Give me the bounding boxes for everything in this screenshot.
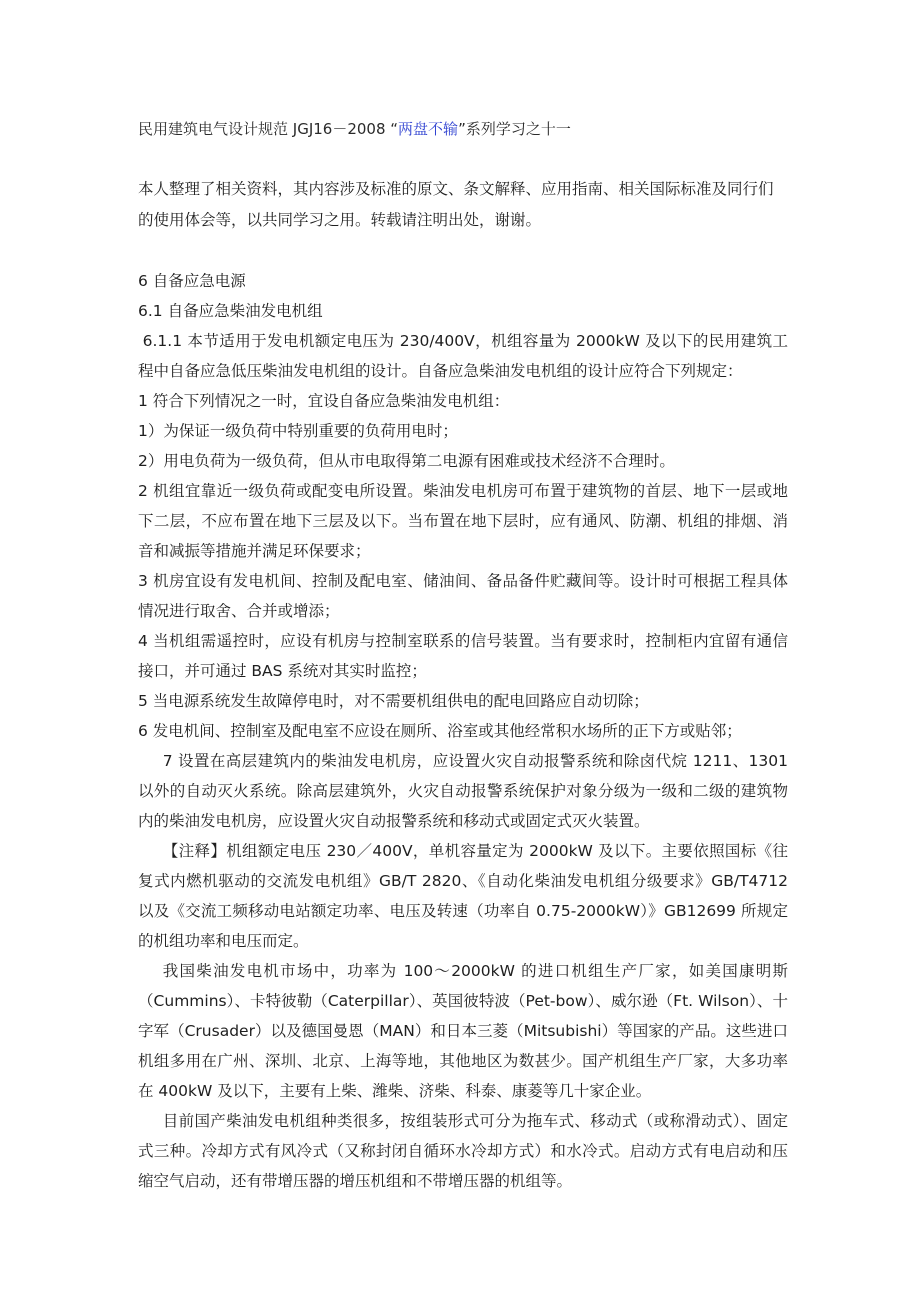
clause-6-1-1: 6.1.1 本节适用于发电机额定电压为 230/400V，机组容量为 2000kW 及以下的民用建筑工程中自备应急低压柴油发电机组的设计。自备应急柴油发电机组的设计应符合下列规定：: [138, 332, 788, 380]
clause-item-1: 1 符合下列情况之一时，宜设自备应急柴油发电机组：: [138, 392, 510, 410]
section-heading: 6 自备应急电源: [138, 272, 246, 290]
doc-title-prefix: 民用建筑电气设计规范 JGJ16－2008 “: [138, 120, 399, 138]
doc-title-suffix: ”系列学习之十一: [458, 120, 571, 138]
market-paragraph: 我国柴油发电机市场中，功率为 100～2000kW 的进口机组生产厂家，如美国康明斯（Cummins）、卡特彼勒（Caterpillar）、英国彼特波（Pet-bow）、威尔逊（Ft. Wilson）、十字军（Crusader）以及德国曼恩（MAN）和日本三菱（Mitsubishi）等国家的产品。这些进口机组多用在广州、深圳、北京、上海等地，其他地区为数甚少。国产机组生产厂家，大多功率在 400kW 及以下，主要有上柴、潍柴、济柴、科泰、康菱等几十家企业。: [138, 962, 788, 1100]
doc-title-highlight: 两盘不输: [398, 120, 459, 138]
note-paragraph: [138, 836, 788, 956]
clause-subitem-1: 1）为保证一级负荷中特别重要的负荷用电时；: [138, 422, 458, 440]
subsection-heading: 6.1 自备应急柴油发电机组: [138, 302, 323, 320]
document-body: [138, 114, 788, 1196]
clause-subitem-2: 2）用电负荷为一级负荷，但从市电取得第二电源有困难或技术经济不合理时。: [138, 452, 675, 470]
note-text: 机组额定电压 230／400V，单机容量定为 2000kW 及以下。主要依照国标《往复式内燃机驱动的交流发电机组》GB/T 2820、《自动化柴油发电机组分级要求》GB/T4712 以及《交流工频移动电站额定功率、电压及转速（功率自 0.75-2000kW）》GB12699 所规定的机组功率和电压而定。: [138, 842, 788, 950]
clause-item-7: 7 设置在高层建筑内的柴油发电机房，应设置火灾自动报警系统和除卤代烷 1211、1301 以外的自动灭火系统。除高层建筑外，火灾自动报警系统保护对象分级为一级和二级的建筑物内的柴油发电机房，应设置火灾自动报警系统和移动式或固定式灭火装置。: [138, 752, 788, 830]
types-paragraph: 目前国产柴油发电机组种类很多，按组装形式可分为拖车式、移动式（或称滑动式）、固定式三种。冷却方式有风冷式（又称封闭自循环水冷却方式）和水冷式。启动方式有电启动和压缩空气启动，还有带增压器的增压机组和不带增压器的机组等。: [138, 1112, 788, 1190]
doc-title: [138, 114, 788, 144]
note-tag: 【注释】: [162, 842, 227, 860]
intro-paragraph: 本人整理了相关资料，其内容涉及标准的原文、条文解释、应用指南、相关国际标准及同行们的使用体会等，以共同学习之用。转载请注明出处，谢谢。: [138, 180, 774, 229]
clause-item-4: 4 当机组需遥控时，应设有机房与控制室联系的信号装置。当有要求时，控制柜内宜留有通信接口，并可通过 BAS 系统对其实时监控；: [138, 632, 788, 680]
clause-item-5: 5 当电源系统发生故障停电时，对不需要机组供电的配电回路应自动切除；: [138, 692, 649, 710]
clause-item-6: 6 发电机间、控制室及配电室不应设在厕所、浴室或其他经常积水场所的正下方或贴邻；: [138, 722, 742, 740]
clause-item-2: 2 机组宜靠近一级负荷或配变电所设置。柴油发电机房可布置于建筑物的首层、地下一层或地下二层，不应布置在地下三层及以下。当布置在地下层时，应有通风、防潮、机组的排烟、消音和减振等措施并满足环保要求；: [138, 482, 788, 560]
clause-item-3: 3 机房宜设有发电机间、控制及配电室、储油间、备品备件贮藏间等。设计时可根据工程具体情况进行取舍、合并或增添；: [138, 572, 788, 620]
